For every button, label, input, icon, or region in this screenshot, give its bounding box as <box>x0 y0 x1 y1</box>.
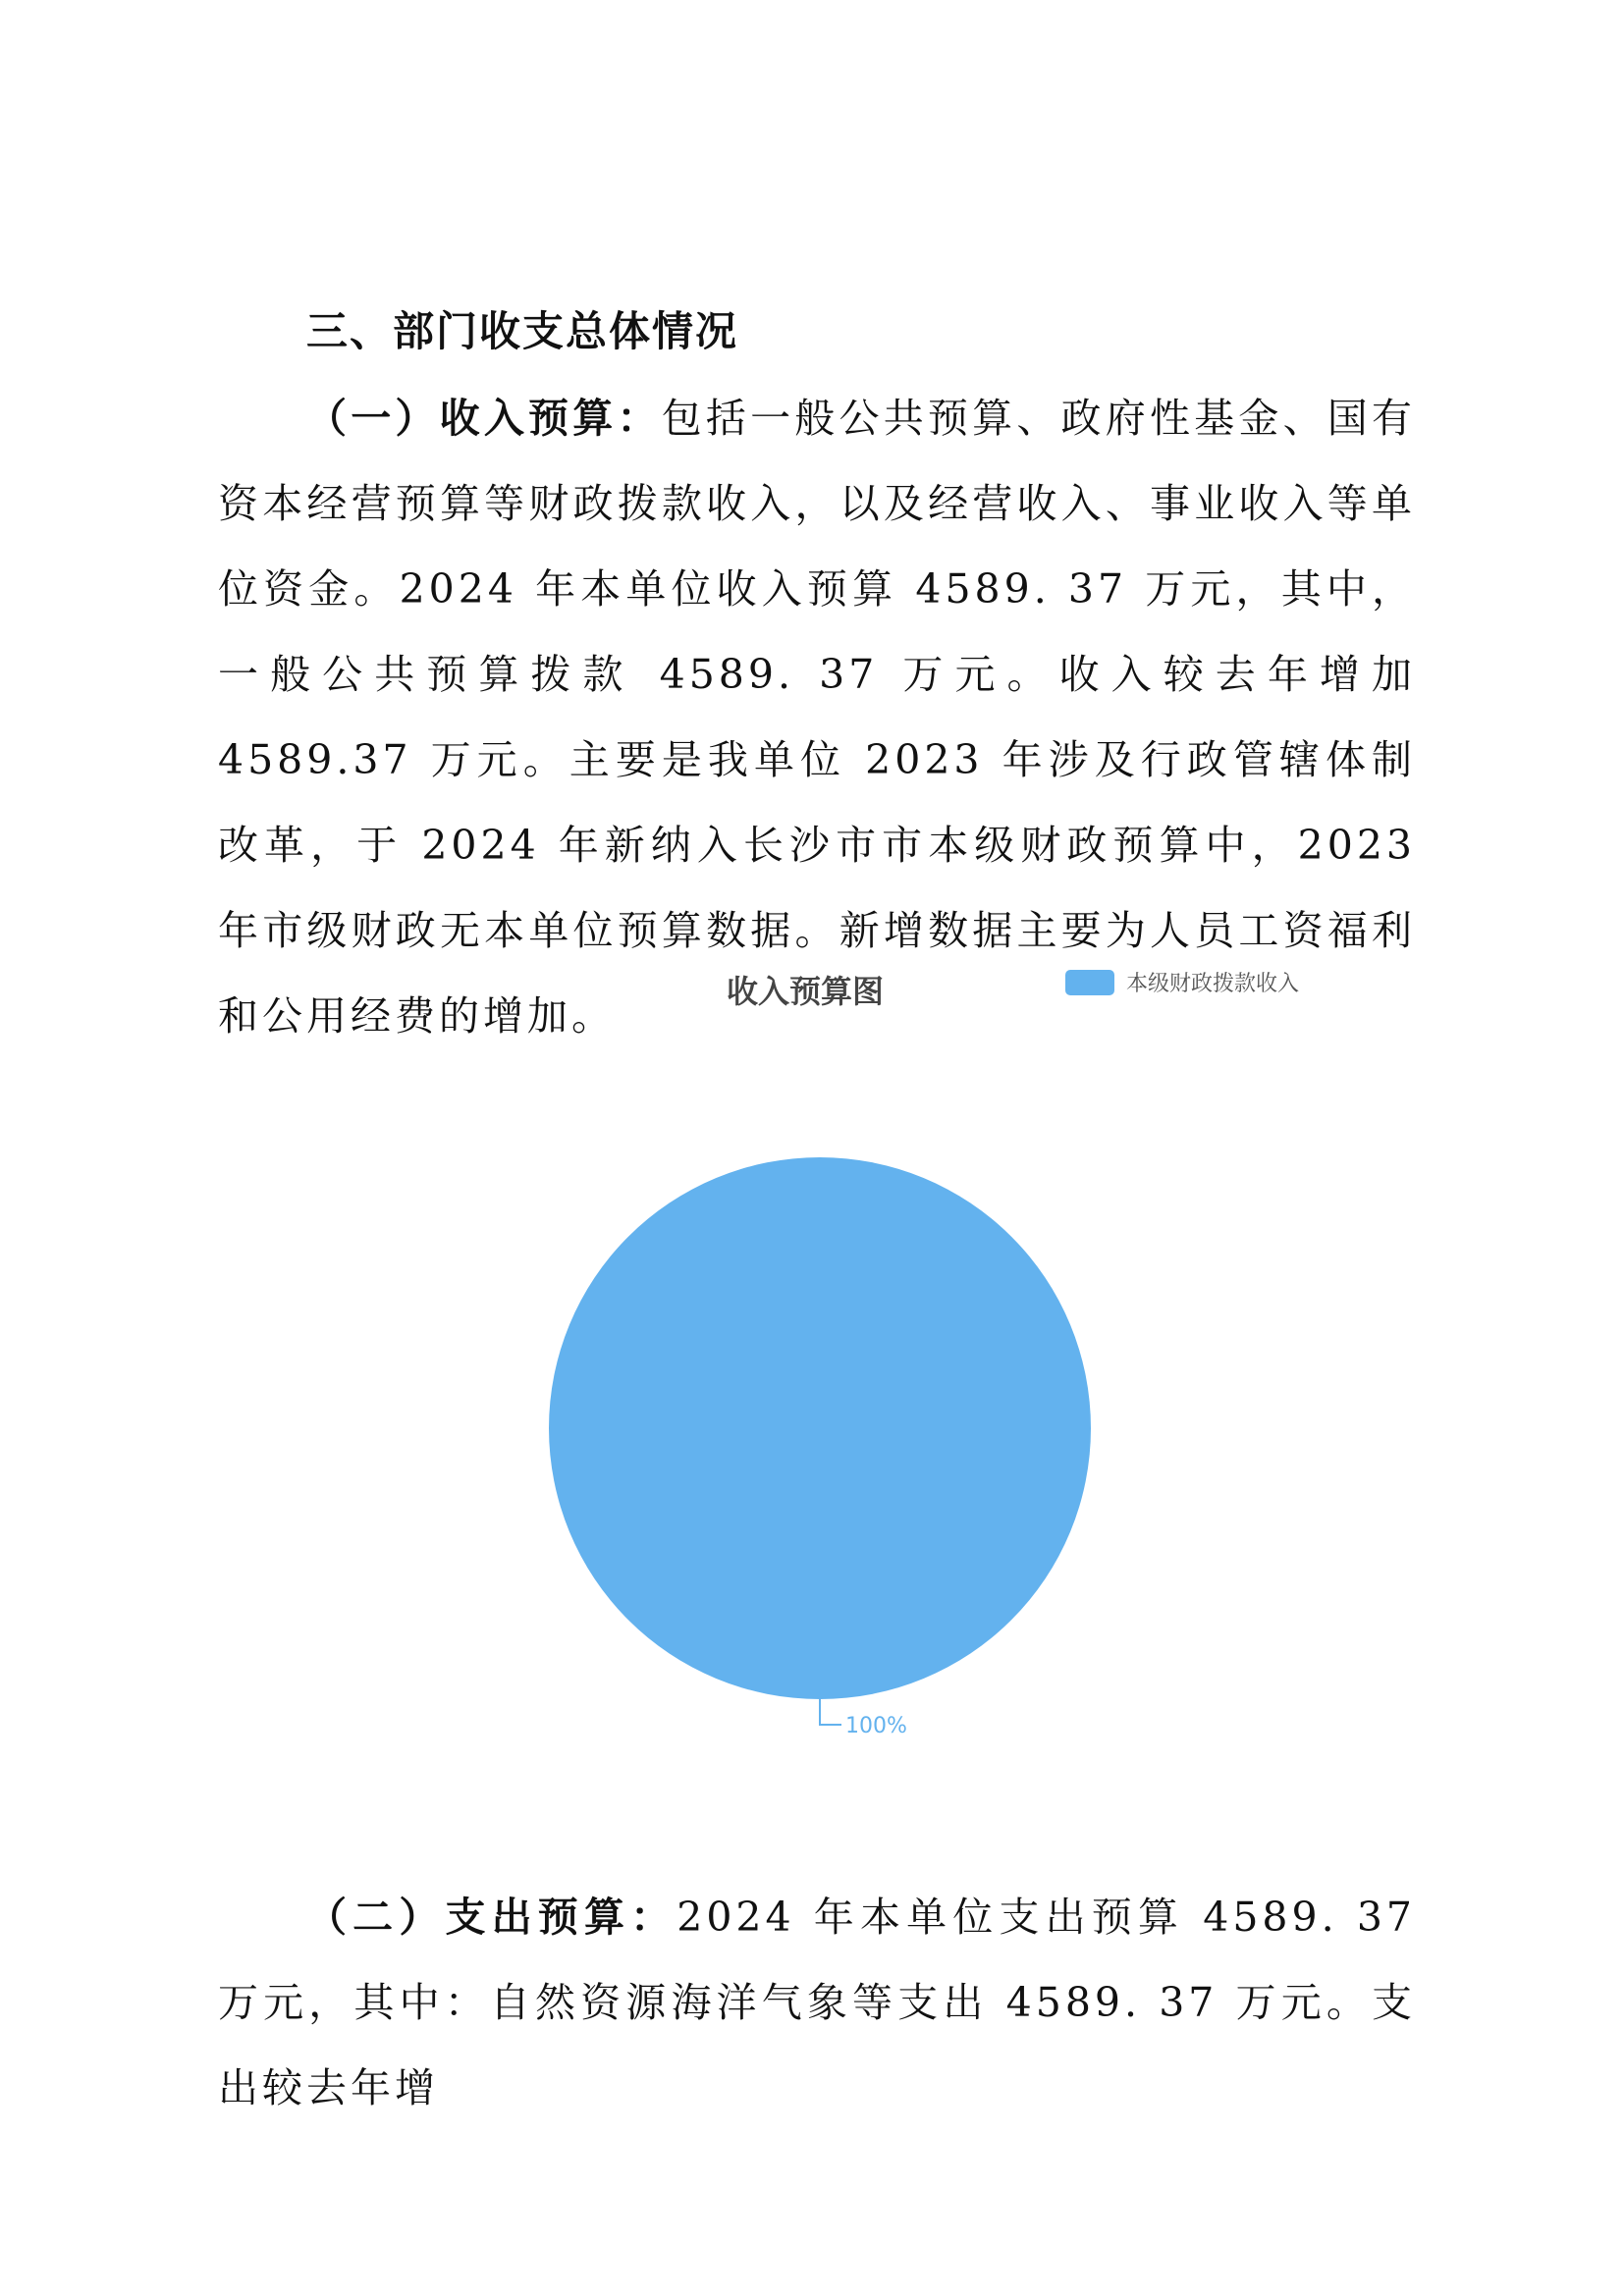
income-paragraph <box>218 376 1416 1059</box>
slice-percent-label: 100% <box>845 1714 907 1738</box>
legend-label: 本级财政拨款收入 <box>1126 972 1300 996</box>
expense-text: 2024 年本单位支出预算 4589. 37 万元，其中：自然资源海洋气象等支出 4589. 37 万元。支出较去年增 <box>218 1894 1416 2111</box>
section-heading: 三、部门收支总体情况 <box>306 307 739 355</box>
income-lead: （一）收入预算： <box>306 395 662 442</box>
expense-paragraph <box>218 1875 1416 2131</box>
expense-lead: （二）支出预算： <box>306 1894 677 1941</box>
slice-leader-line <box>820 1699 841 1725</box>
pie-slice <box>549 1157 1091 1699</box>
income-text: 包括一般公共预算、政府性基金、国有资本经营预算等财政拨款收入，以及经营收入、事业收入等单位资金。2024 年本单位收入预算 4589. 37 万元，其中，一般公共预算拨款 4589. 37 万元。收入较去年增加 4589.37 万元。主要是我单位 2023 年涉及行政管辖体制改革，于 2024 年新纳入长沙市市本级财政预算中，2023 年市级财政无本单位预算数据。新增数据主要为人员工资福利和公用经费的增加。 <box>218 395 1417 1040</box>
chart-title: 收入预算图 <box>727 973 885 1010</box>
pie-svg <box>511 967 1394 1752</box>
income-pie-chart <box>511 967 1394 1752</box>
